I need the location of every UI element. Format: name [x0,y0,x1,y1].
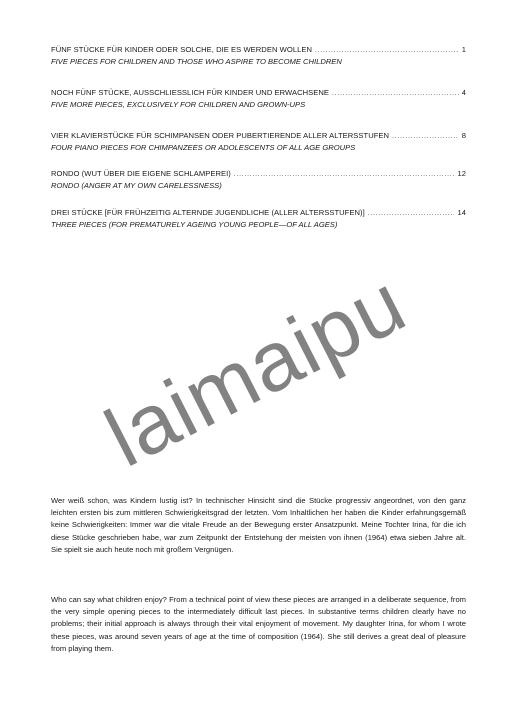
toc-subtitle: FOUR PIANO PIECES FOR CHIMPANZEES OR ADOLESCENTS OF ALL AGE GROUPS [51,143,356,152]
toc-page-number: 12 [457,169,466,178]
toc-subtitle: FIVE PIECES FOR CHILDREN AND THOSE WHO ASPIRE TO BECOME CHILDREN [51,57,342,66]
toc-entry-1 [51,44,466,67]
toc-title: RONDO (WUT ÜBER DIE EIGENE SCHLAMPEREI) [51,169,231,178]
toc-title: NOCH FÜNF STÜCKE, AUSSCHLIESSLICH FÜR KINDER UND ERWACHSENE [51,88,330,97]
toc-title: FÜNF STÜCKE FÜR KINDER ODER SOLCHE, DIE ES WERDEN WOLLEN [51,45,313,54]
toc-page-number: 8 [461,131,466,140]
intro-paragraph-german: Wer weiß schon, was Kindern lustig ist? In technischer Hinsicht sind die Stücke progressiv angeordnet, von den ganz leichten ersten bis zum mittleren Schwierigkeitsgrad der letzten. Vom Inhaltlichen her haben die Kinder erfahrungsgemäß keine Schwierigkeiten: Immer war die vitale Freude an der Bewegung erster Ansatzpunkt. Meine Tochter Irina, für die ich diese Stücke geschrieben habe, war zum Zeitpunkt der Entstehung der meisten von ihnen (1964) etwa sieben Jahre alt. Sie spielt sie auch heute noch mit großem Vergnügen. [51,495,466,555]
toc-subtitle: RONDO (ANGER AT MY OWN CARELESSNESS) [51,181,222,190]
toc-leader-dots [368,209,455,220]
toc-title: VIER KLAVIERSTÜCKE FÜR SCHIMPANSEN ODER PUBERTIERENDE ALLER ALTERSSTUFEN [51,131,390,140]
toc-subtitle: THREE PIECES (FOR PREMATURELY AGEING YOUNG PEOPLE—OF ALL AGES) [51,220,338,229]
toc-entry-5 [51,207,466,230]
toc-leader-dots [315,46,459,57]
toc-leader-dots [392,132,459,143]
toc-entry-2 [51,87,466,110]
toc-page-number: 1 [461,45,466,54]
toc-page-number: 14 [457,208,466,217]
toc-subtitle: FIVE MORE PIECES, EXCLUSIVELY FOR CHILDREN AND GROWN-UPS [51,100,306,109]
toc-title: DREI STÜCKE [FÜR FRÜHZEITIG ALTERNDE JUGENDLICHE (ALLER ALTERSSTUFEN)] [51,208,365,217]
toc-leader-dots [332,89,459,100]
toc-entry-4 [51,168,466,191]
toc-page-number: 4 [461,88,466,97]
toc-entry-3 [51,130,466,153]
intro-paragraph-english: Who can say what children enjoy? From a technical point of view these pieces are arranged in a deliberate sequence, from the very simple opening pieces to the intermediately difficult last pieces. In substantive terms children clearly have no problems; their initial approach is always through their vital enjoyment of movement. My daughter Irina, for whom I wrote these pieces, was around seven years of age at the time of composition (1964). She still derives a great deal of pleasure from playing them. [51,594,466,654]
toc-leader-dots [234,170,455,181]
watermark: laimaipu [91,255,420,485]
